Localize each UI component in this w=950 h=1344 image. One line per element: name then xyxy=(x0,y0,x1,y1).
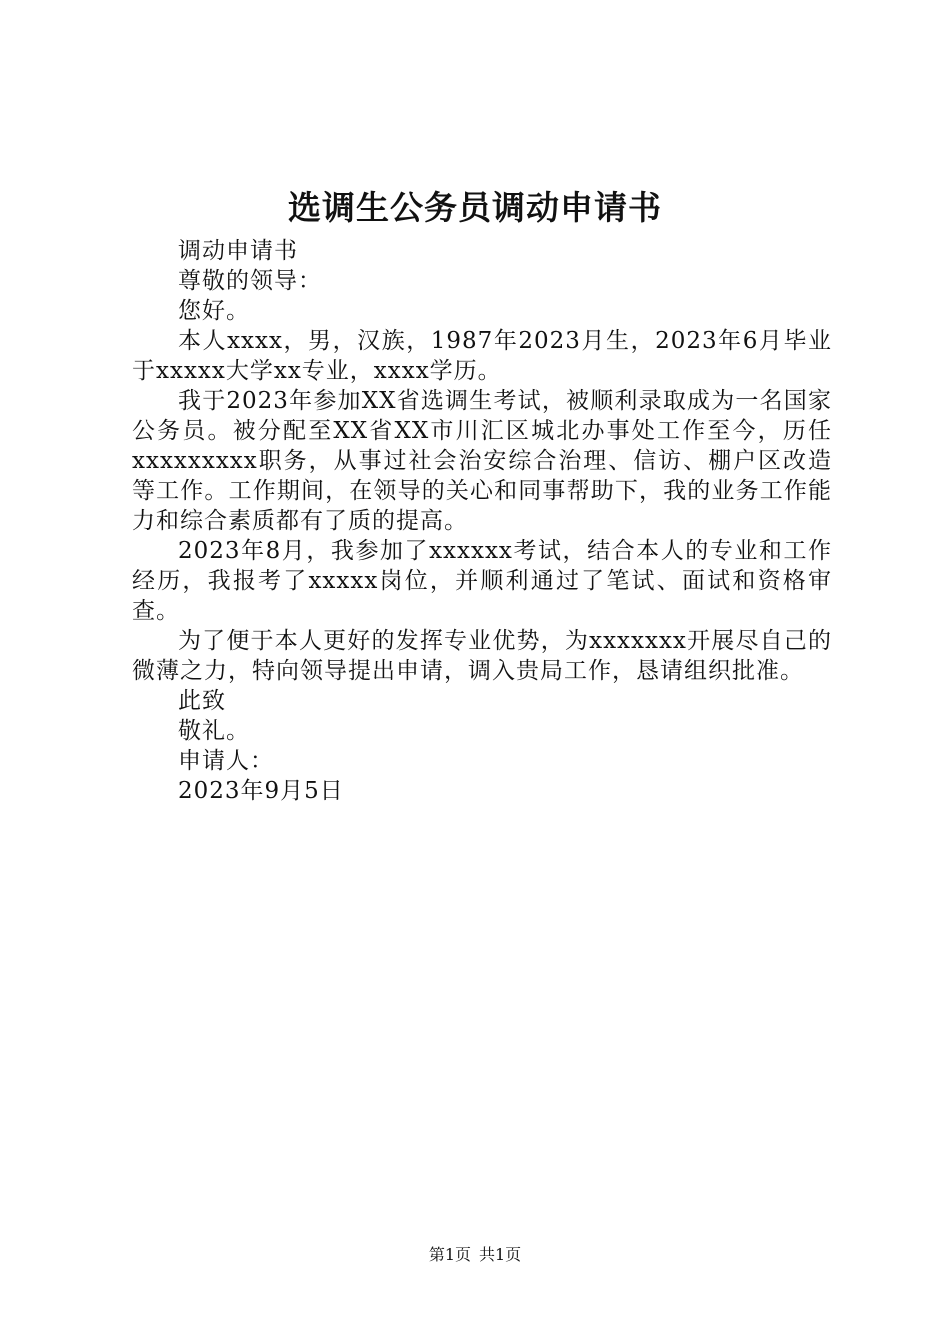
document-title: 选调生公务员调动申请书 xyxy=(288,188,662,227)
page-footer xyxy=(0,1243,950,1267)
page-number-total: 共1页 xyxy=(479,1245,522,1264)
paragraph-work-history: 我于2023年参加XX省选调生考试，被顺利录取成为一名国家公务员。被分配至XX省XX市川汇区城北办事处工作至今，历任xxxxxxxxx职务，从事过社会治安综合治理、信访、棚户区改造等工作。工作期间，在领导的关心和同事帮助下，我的业务工作能力和综合素质都有了质的提高。 xyxy=(132,388,832,534)
paragraph-closing: 此致 xyxy=(178,688,226,714)
paragraph-salutation: 尊敬的领导： xyxy=(178,268,322,294)
paragraph-heading: 调动申请书 xyxy=(178,238,298,264)
paragraph-request: 为了便于本人更好的发挥专业优势，为xxxxxxx开展尽自己的微薄之力，特向领导提出申请，调入贵局工作，恳请组织批准。 xyxy=(132,628,832,684)
paragraph-exam: 2023年8月，我参加了xxxxxx考试，结合本人的专业和工作经历，我报考了xxxxx岗位，并顺利通过了笔试、面试和资格审查。 xyxy=(132,538,832,624)
paragraph-applicant: 申请人： xyxy=(178,748,274,774)
paragraph-regards: 敬礼。 xyxy=(178,718,250,744)
paragraph-personal-info: 本人xxxx，男，汉族，1987年2023月生，2023年6月毕业于xxxxx大学xx专业，xxxx学历。 xyxy=(132,328,832,384)
paragraph-date: 2023年9月5日 xyxy=(178,778,344,804)
document-body xyxy=(132,236,832,806)
page-number-current: 第1页 xyxy=(428,1245,471,1264)
paragraph-greeting: 您好。 xyxy=(178,298,250,324)
